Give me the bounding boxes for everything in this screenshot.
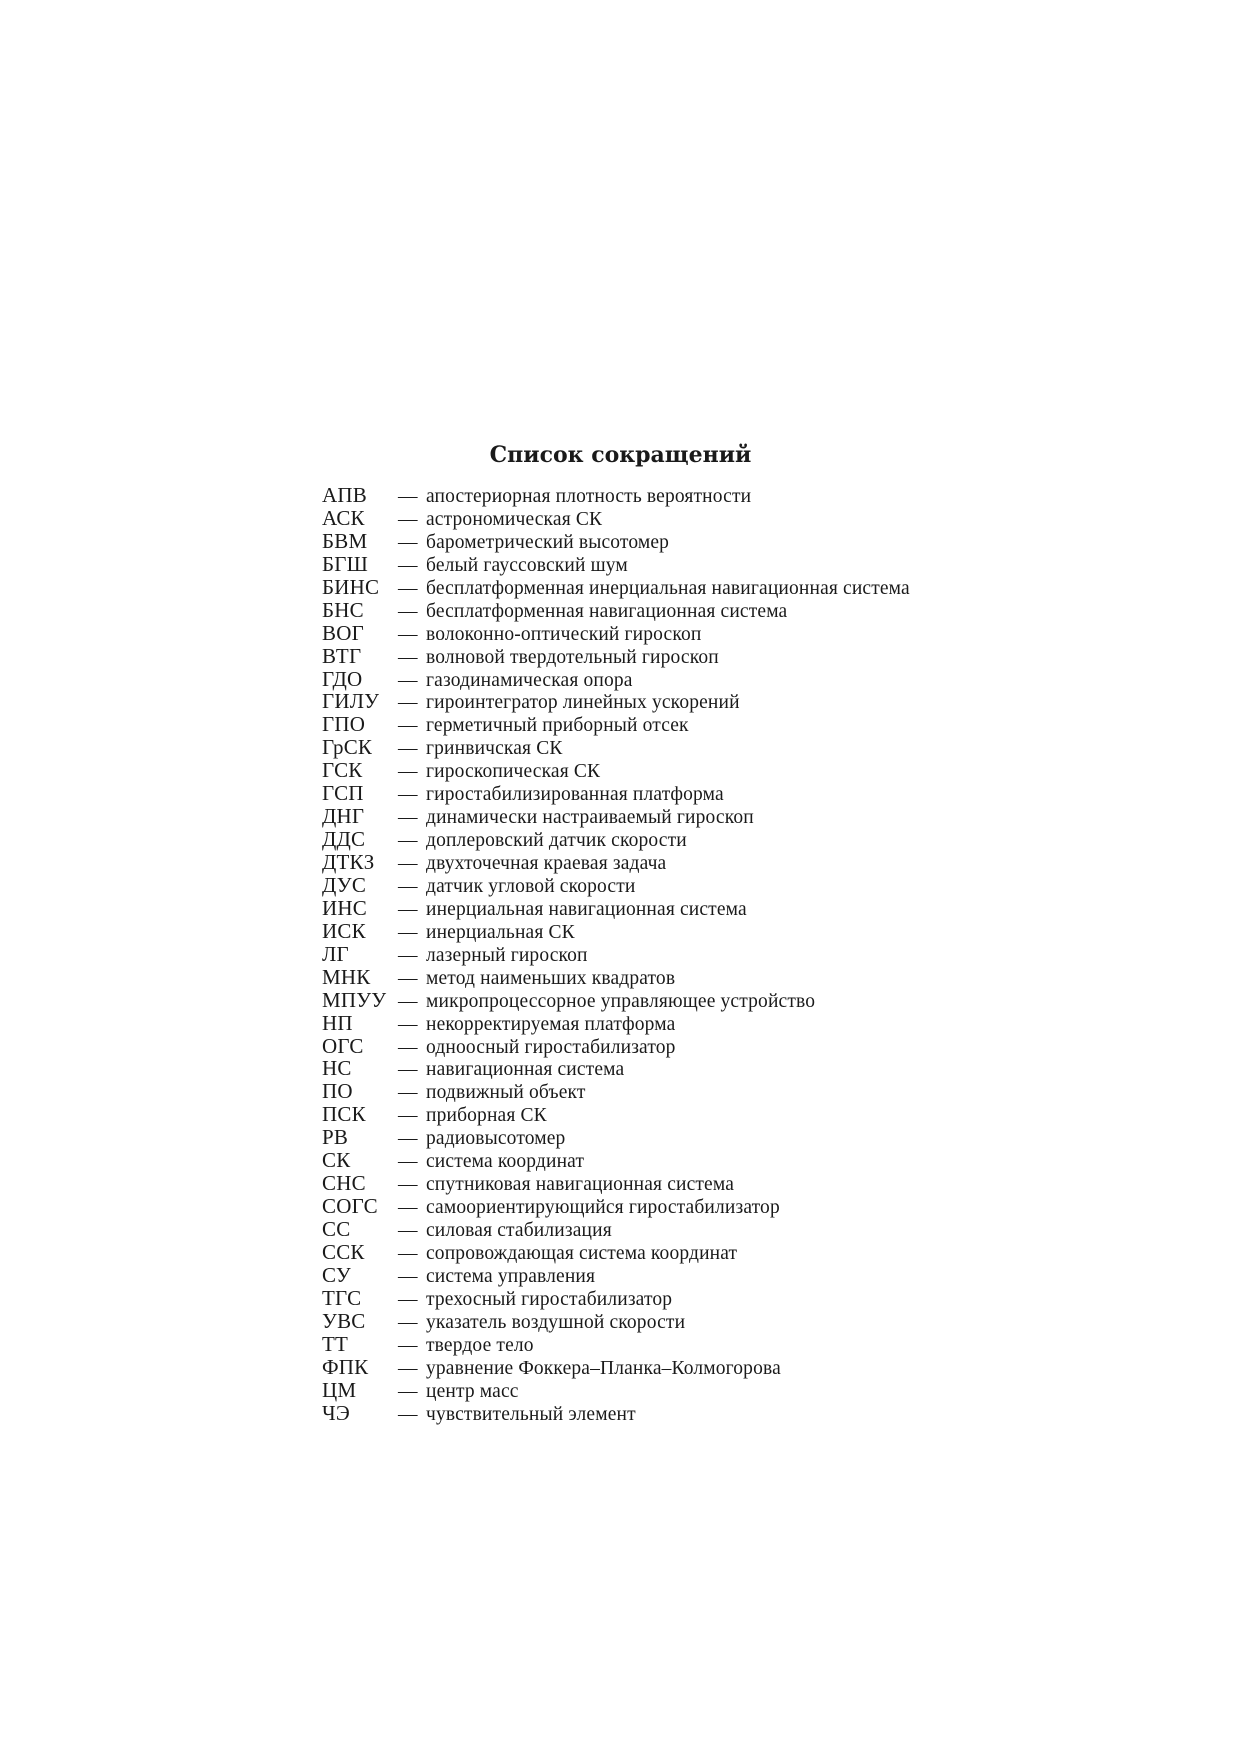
- abbreviation-definition: датчик угловой скорости: [426, 875, 636, 897]
- abbreviation-entry: [322, 989, 910, 1012]
- abbreviation-entry: [322, 1080, 910, 1103]
- abbreviation-definition: подвижный объект: [426, 1082, 586, 1104]
- abbreviation-term: УВС: [322, 1308, 366, 1333]
- em-dash-separator: —: [398, 761, 418, 783]
- abbreviation-definition: самоориентирующийся гиростабилизатор: [426, 1197, 780, 1219]
- abbreviation-term: БНС: [322, 597, 364, 622]
- abbreviation-definition: волновой твердотельный гироскоп: [426, 646, 719, 668]
- abbreviation-definition: радиовысотомер: [426, 1128, 566, 1150]
- em-dash-separator: —: [398, 830, 418, 852]
- abbreviation-term: ВОГ: [322, 620, 364, 645]
- abbreviation-definition: приборная СК: [426, 1105, 547, 1127]
- em-dash-separator: —: [398, 531, 418, 553]
- abbreviation-entry: [322, 1218, 910, 1241]
- abbreviation-entry: [322, 874, 910, 897]
- em-dash-separator: —: [398, 807, 418, 829]
- abbreviation-entry: [322, 782, 910, 805]
- abbreviation-term: ТГС: [322, 1285, 362, 1310]
- abbreviation-term: СК: [322, 1148, 351, 1173]
- em-dash-separator: —: [398, 577, 418, 599]
- abbreviation-term: ГрСК: [322, 735, 373, 760]
- abbreviation-definition: одноосный гиростабилизатор: [426, 1036, 676, 1058]
- abbreviation-term: АПВ: [322, 483, 367, 507]
- em-dash-separator: —: [398, 921, 418, 943]
- abbreviation-term: РВ: [322, 1125, 349, 1150]
- abbreviation-definition: барометрический высотомер: [426, 531, 670, 553]
- em-dash-separator: —: [398, 1311, 418, 1333]
- abbreviation-entry: [322, 920, 910, 943]
- em-dash-separator: —: [398, 646, 418, 668]
- abbreviation-entry: [322, 1057, 910, 1080]
- abbreviation-term: ДУС: [322, 872, 367, 897]
- abbreviation-entry: [322, 1172, 910, 1195]
- em-dash-separator: —: [398, 669, 418, 691]
- abbreviation-list: [322, 484, 910, 1424]
- abbreviation-term: ЧЭ: [322, 1400, 350, 1425]
- abbreviation-entry: [322, 897, 910, 920]
- abbreviation-term: АСК: [322, 505, 365, 530]
- em-dash-separator: —: [398, 898, 418, 920]
- em-dash-separator: —: [398, 1013, 418, 1035]
- abbreviation-entry: [322, 645, 910, 668]
- abbreviation-term: ГПО: [322, 712, 366, 737]
- abbreviation-term: ГСК: [322, 758, 363, 783]
- abbreviation-definition: система координат: [426, 1151, 585, 1173]
- abbreviation-entry: [322, 736, 910, 759]
- em-dash-separator: —: [398, 1174, 418, 1196]
- em-dash-separator: —: [398, 784, 418, 806]
- abbreviation-definition: волоконно-оптический гироскоп: [426, 623, 702, 645]
- abbreviation-definition: система управления: [426, 1265, 596, 1287]
- em-dash-separator: —: [398, 508, 418, 530]
- abbreviation-entry: [322, 1310, 910, 1333]
- abbreviation-term: ГДО: [322, 666, 363, 691]
- abbreviation-entry: [322, 1379, 910, 1402]
- abbreviation-entry: [322, 484, 910, 507]
- abbreviation-entry: [322, 1195, 910, 1218]
- abbreviation-definition: центр масс: [426, 1380, 519, 1402]
- abbreviation-term: ГИЛУ: [322, 689, 380, 714]
- abbreviation-entry: [322, 759, 910, 782]
- abbreviation-term: ТТ: [322, 1331, 349, 1356]
- abbreviation-entry: [322, 713, 910, 736]
- abbreviation-term: ДНГ: [322, 804, 365, 829]
- abbreviation-entry: [322, 690, 910, 713]
- abbreviation-entry: [322, 576, 910, 599]
- abbreviation-term: НП: [322, 1010, 353, 1035]
- abbreviation-term: ССК: [322, 1239, 365, 1264]
- abbreviation-term: СУ: [322, 1262, 351, 1287]
- em-dash-separator: —: [398, 715, 418, 737]
- abbreviation-term: ИСК: [322, 918, 366, 943]
- abbreviation-term: СС: [322, 1217, 351, 1241]
- abbreviation-entry: [322, 1264, 910, 1287]
- em-dash-separator: —: [398, 990, 418, 1012]
- abbreviation-entry: [322, 943, 910, 966]
- abbreviation-entry: [322, 599, 910, 622]
- abbreviation-entry: [322, 1241, 910, 1264]
- abbreviation-entry: [322, 1126, 910, 1149]
- em-dash-separator: —: [398, 1151, 418, 1173]
- em-dash-separator: —: [398, 944, 418, 966]
- abbreviation-entry: [322, 1035, 910, 1058]
- abbreviation-term: СОГС: [322, 1194, 378, 1219]
- abbreviation-definition: белый гауссовский шум: [426, 554, 628, 576]
- abbreviation-definition: указатель воздушной скорости: [426, 1311, 686, 1333]
- abbreviation-term: НС: [322, 1056, 352, 1081]
- em-dash-separator: —: [398, 1082, 418, 1104]
- em-dash-separator: —: [398, 623, 418, 645]
- em-dash-separator: —: [398, 1288, 418, 1310]
- em-dash-separator: —: [398, 1403, 418, 1425]
- abbreviation-term: ПСК: [322, 1102, 366, 1127]
- em-dash-separator: —: [398, 1265, 418, 1287]
- abbreviation-entry: [322, 622, 910, 645]
- page-title: Список сокращений: [489, 442, 752, 468]
- abbreviation-definition: чувствительный элемент: [426, 1403, 636, 1425]
- abbreviation-definition: бесплатформенная навигационная система: [426, 600, 788, 622]
- abbreviation-entry: [322, 553, 910, 576]
- abbreviation-term: БИНС: [322, 574, 380, 599]
- abbreviation-definition: двухточечная краевая задача: [426, 853, 667, 874]
- abbreviation-term: ГСП: [322, 781, 364, 806]
- em-dash-separator: —: [398, 1197, 418, 1219]
- abbreviation-entry: [322, 668, 910, 691]
- abbreviation-definition: лазерный гироскоп: [426, 944, 588, 966]
- abbreviation-entry: [322, 1333, 910, 1356]
- abbreviation-entry: [322, 1402, 910, 1425]
- abbreviation-definition: гринвичская СК: [426, 738, 563, 760]
- abbreviation-definition: инерциальная СК: [426, 921, 575, 943]
- em-dash-separator: —: [398, 600, 418, 622]
- abbreviation-term: ПО: [322, 1079, 353, 1104]
- abbreviation-definition: динамически настраиваемый гироскоп: [426, 807, 754, 829]
- abbreviation-definition: гироскопическая СК: [426, 761, 601, 783]
- abbreviation-definition: силовая стабилизация: [426, 1220, 612, 1241]
- em-dash-separator: —: [398, 967, 418, 989]
- em-dash-separator: —: [398, 554, 418, 576]
- em-dash-separator: —: [398, 1357, 418, 1379]
- abbreviation-entry: [322, 966, 910, 989]
- abbreviation-term: СНС: [322, 1171, 366, 1196]
- abbreviation-term: ОГС: [322, 1033, 364, 1058]
- abbreviation-definition: герметичный приборный отсек: [426, 715, 689, 737]
- abbreviation-definition: некорректируемая платформа: [426, 1013, 676, 1035]
- abbreviation-entry: [322, 1012, 910, 1035]
- em-dash-separator: —: [398, 853, 418, 874]
- em-dash-separator: —: [398, 1105, 418, 1127]
- em-dash-separator: —: [398, 1334, 418, 1356]
- abbreviation-definition: микропроцессорное управляющее устройство: [426, 990, 816, 1012]
- abbreviation-entry: [322, 1149, 910, 1172]
- em-dash-separator: —: [398, 875, 418, 897]
- abbreviation-definition: сопровождающая система координат: [426, 1242, 738, 1264]
- em-dash-separator: —: [398, 1220, 418, 1241]
- abbreviation-definition: бесплатформенная инерциальная навигационная система: [426, 577, 910, 599]
- abbreviation-definition: инерциальная навигационная система: [426, 898, 747, 920]
- abbreviation-entry: [322, 828, 910, 851]
- em-dash-separator: —: [398, 692, 418, 714]
- em-dash-separator: —: [398, 1036, 418, 1058]
- em-dash-separator: —: [398, 738, 418, 760]
- abbreviation-definition: уравнение Фоккера–Планка–Колмогорова: [426, 1357, 781, 1379]
- abbreviation-definition: гиростабилизированная платформа: [426, 784, 724, 806]
- abbreviation-definition: спутниковая навигационная система: [426, 1174, 735, 1196]
- abbreviation-definition: трехосный гиростабилизатор: [426, 1288, 673, 1310]
- abbreviation-term: БГШ: [322, 551, 368, 576]
- abbreviation-definition: навигационная система: [426, 1059, 625, 1081]
- abbreviation-definition: доплеровский датчик скорости: [426, 830, 687, 852]
- abbreviation-term: ФПК: [322, 1354, 369, 1379]
- abbreviation-term: ДДС: [322, 827, 366, 852]
- abbreviation-term: ЛГ: [322, 941, 349, 966]
- abbreviation-term: ДТКЗ: [322, 850, 375, 874]
- abbreviation-entry: [322, 1356, 910, 1379]
- abbreviation-entry: [322, 1103, 910, 1126]
- abbreviation-definition: гироинтегратор линейных ускорений: [426, 692, 740, 714]
- abbreviation-definition: газодинамическая опора: [426, 669, 633, 691]
- em-dash-separator: —: [398, 1128, 418, 1150]
- em-dash-separator: —: [398, 1242, 418, 1264]
- em-dash-separator: —: [398, 1059, 418, 1081]
- abbreviation-definition: апостериорная плотность вероятности: [426, 486, 752, 507]
- abbreviation-entry: [322, 851, 910, 874]
- abbreviation-definition: астрономическая СК: [426, 508, 603, 530]
- abbreviation-term: ИНС: [322, 895, 367, 920]
- abbreviation-entry: [322, 805, 910, 828]
- abbreviation-term: МНК: [322, 964, 371, 989]
- abbreviation-term: ЦМ: [322, 1377, 357, 1402]
- abbreviation-definition: твердое тело: [426, 1334, 534, 1356]
- abbreviation-term: МПУУ: [322, 987, 387, 1012]
- abbreviation-entry: [322, 530, 910, 553]
- abbreviation-term: ВТГ: [322, 643, 362, 668]
- em-dash-separator: —: [398, 1380, 418, 1402]
- em-dash-separator: —: [398, 486, 418, 507]
- abbreviation-definition: метод наименьших квадратов: [426, 967, 676, 989]
- abbreviation-entry: [322, 1287, 910, 1310]
- abbreviation-entry: [322, 507, 910, 530]
- abbreviation-term: БВМ: [322, 528, 368, 553]
